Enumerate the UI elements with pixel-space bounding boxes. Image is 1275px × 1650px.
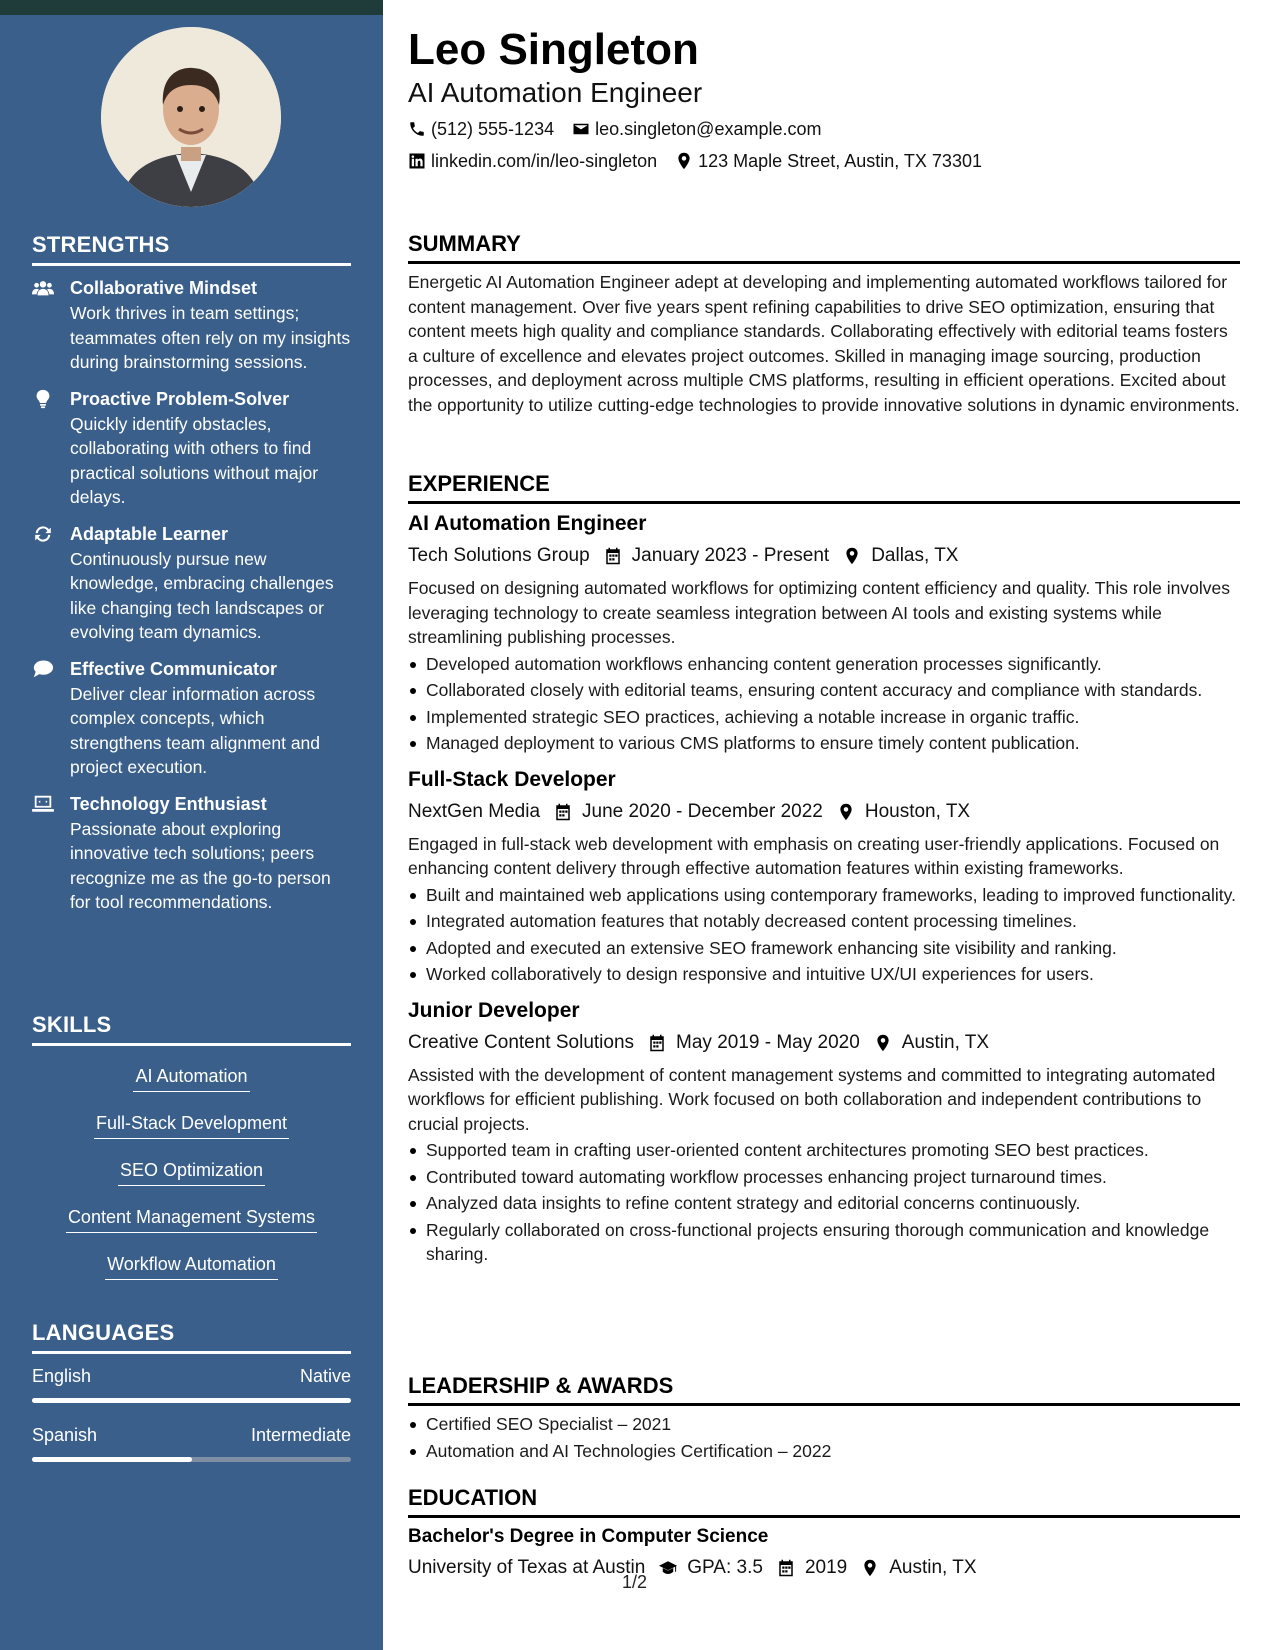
strength-text: Work thrives in team settings; teammates often rely on my insights during brainstorming sessions. <box>70 303 351 372</box>
awards-heading: LEADERSHIP & AWARDS <box>408 1372 1240 1406</box>
strength-text: Quickly identify obstacles, collaborating with others to find practical solutions without major delays. <box>70 413 319 507</box>
education-section <box>408 1484 1240 1588</box>
map-pin-icon <box>675 152 693 170</box>
strengths-heading: STRENGTHS <box>32 232 351 266</box>
languages-section <box>32 1320 351 1484</box>
job-bullet: Adopted and executed an extensive SEO framework enhancing site visibility and ranking. <box>408 936 1240 961</box>
skills-section <box>32 1012 351 1291</box>
email-text: leo.singleton@example.com <box>595 119 822 139</box>
skill-tag: Workflow Automation <box>105 1252 278 1280</box>
strength-title: Collaborative Mindset <box>70 278 258 298</box>
job-location-text: Austin, TX <box>901 1031 990 1053</box>
lightbulb-icon <box>32 387 70 510</box>
profile-photo <box>101 27 281 207</box>
job-company <box>408 1029 634 1057</box>
education-location <box>861 1554 976 1582</box>
job-description: Focused on designing automated workflows for optimizing content efficiency and quality. This role involves leveraging technology to create seamless integration between AI tools and existing systems while streamlining publishing processes. <box>408 578 1230 647</box>
strengths-section <box>32 232 351 927</box>
job-title: Full-Stack Developer <box>408 767 616 791</box>
awards-section <box>408 1372 1240 1473</box>
job-bullet: Integrated automation features that notably decreased content processing timelines. <box>408 909 1240 934</box>
education-location-text: Austin, TX <box>889 1557 977 1578</box>
job-location-text: Houston, TX <box>864 800 971 822</box>
skill-tag: Content Management Systems <box>66 1205 317 1233</box>
job-company <box>408 798 540 826</box>
job-location <box>843 542 958 570</box>
summary-section <box>408 230 1240 417</box>
laptop-icon <box>32 792 70 915</box>
strength-text: Passionate about exploring innovative tech solutions; peers recognize me as the go-to person for tool recommendations. <box>70 818 331 912</box>
job-bullet: Worked collaboratively to design responsive and intuitive UX/UI experiences for users. <box>408 962 1240 987</box>
strength-item <box>32 792 351 915</box>
summary-heading: SUMMARY <box>408 230 1240 264</box>
sidebar-top-bar <box>0 0 383 15</box>
language-name: Spanish <box>32 1425 98 1445</box>
job-description: Engaged in full-stack web development with emphasis on creating user-friendly applications. Focused on enhancing content delivery through effective automation features within existing frameworks. <box>408 833 1220 878</box>
summary-text: Energetic AI Automation Engineer adept at developing and implementing automated workflows tailored for content management. Over five years spent refining capabilities to drive SEO optimization, ensuring that content meets high quality and compliance standards. Collaborating effectively with editorial teams fosters a culture of excellence and elevates project outcomes. Skilled in managing image sourcing, production processes, and deployment across multiple CMS platforms, resulting in efficient operations. Excited about the opportunity to utilize cutting-edge technologies to provide innovative solutions in dynamic environments. <box>408 272 1240 415</box>
education-gpa <box>659 1554 763 1582</box>
job-bullet: Collaborated closely with editorial teams, ensuring content accuracy and compliance with standards. <box>408 678 1240 703</box>
candidate-name: Leo Singleton <box>408 25 699 74</box>
job-description: Assisted with the development of content management systems and committed to integrating automated workflows for efficient publishing. Work focused on both collaboration and independent contributions to crucial projects. <box>408 1064 1216 1134</box>
job-title: Junior Developer <box>408 998 580 1022</box>
skill-tag: Full-Stack Development <box>94 1111 289 1139</box>
map-pin-icon <box>837 803 855 821</box>
strength-title: Technology Enthusiast <box>70 793 267 814</box>
strength-title: Effective Communicator <box>70 658 278 679</box>
language-name: English <box>32 1366 92 1386</box>
education-school <box>408 1554 645 1582</box>
language-item <box>32 1366 351 1403</box>
language-item <box>32 1425 351 1462</box>
job-bullet: Built and maintained web applications using contemporary frameworks, leading to improved functionality. <box>408 883 1240 908</box>
education-year-text: 2019 <box>804 1557 848 1578</box>
phone-text: (512) 555-1234 <box>431 119 555 139</box>
sidebar <box>0 0 383 1650</box>
job-entry <box>408 766 1240 987</box>
candidate-title: AI Automation Engineer <box>408 77 703 108</box>
language-proficiency-fill <box>32 1398 351 1403</box>
chat-bubble-icon <box>32 657 70 780</box>
calendar-icon <box>554 803 572 821</box>
map-pin-icon <box>874 1034 892 1052</box>
strength-title: Adaptable Learner <box>70 523 229 544</box>
education-year <box>777 1554 847 1582</box>
refresh-icon <box>32 522 70 645</box>
resume-header <box>408 22 1240 174</box>
graduation-cap-icon <box>659 1559 677 1577</box>
job-location <box>837 798 970 826</box>
award-item: Automation and AI Technologies Certification – 2022 <box>408 1439 1240 1464</box>
phone-contact[interactable] <box>408 116 554 142</box>
linkedin-icon <box>408 152 426 170</box>
strength-item <box>32 522 351 645</box>
language-level: Intermediate <box>250 1425 351 1445</box>
languages-heading: LANGUAGES <box>32 1320 351 1354</box>
job-meta <box>408 542 1240 570</box>
language-proficiency-fill <box>32 1457 192 1462</box>
job-title: AI Automation Engineer <box>408 512 647 535</box>
contact-line <box>408 116 1240 142</box>
job-entry <box>408 997 1240 1267</box>
map-pin-icon <box>861 1559 879 1577</box>
job-bullet: Supported team in crafting user-oriented content architectures promoting SEO best practices. <box>408 1138 1240 1163</box>
experience-section <box>408 470 1240 1277</box>
page-number: 1/2 <box>622 1572 648 1592</box>
job-dates <box>604 542 830 570</box>
calendar-icon <box>648 1034 666 1052</box>
skill-tag: SEO Optimization <box>118 1158 265 1186</box>
education-heading: EDUCATION <box>408 1484 1240 1518</box>
language-proficiency-bar <box>32 1457 351 1462</box>
strength-text: Continuously pursue new knowledge, embracing challenges like changing tech landscapes or evolving team dynamics. <box>70 548 334 642</box>
job-bullet: Regularly collaborated on cross-functional projects ensuring thorough communication and knowledge sharing. <box>408 1218 1240 1267</box>
job-bullet: Contributed toward automating workflow processes enhancing project turnaround times. <box>408 1165 1240 1190</box>
job-bullet: Managed deployment to various CMS platforms to ensure timely content publication. <box>408 731 1240 756</box>
strength-item <box>32 387 351 510</box>
contact-line <box>408 148 1240 174</box>
job-dates <box>648 1029 860 1057</box>
linkedin-contact[interactable] <box>408 148 657 174</box>
strength-title: Proactive Problem-Solver <box>70 388 290 409</box>
profile-photo-illustration <box>101 27 281 207</box>
map-pin-icon <box>843 547 861 565</box>
gpa-text: GPA: 3.5 <box>687 1557 763 1578</box>
job-location <box>874 1029 989 1057</box>
job-dates-text: May 2019 - May 2020 <box>676 1031 860 1053</box>
strength-item <box>32 276 351 375</box>
strength-text: Deliver clear information across complex concepts, which strengthens team alignment and project execution. <box>70 683 321 777</box>
education-degree: Bachelor's Degree in Computer Science <box>408 1526 769 1547</box>
company-name: Tech Solutions Group <box>408 545 590 566</box>
email-contact[interactable] <box>572 116 821 142</box>
skills-list <box>32 1056 351 1291</box>
job-bullet: Analyzed data insights to refine content strategy and editorial concerns continuously. <box>408 1191 1240 1216</box>
users-icon <box>32 276 70 375</box>
job-dates-text: January 2023 - Present <box>631 545 830 566</box>
job-company <box>408 542 590 570</box>
job-entry <box>408 510 1240 756</box>
envelope-icon <box>572 120 590 138</box>
strength-item <box>32 657 351 780</box>
calendar-icon <box>777 1559 795 1577</box>
language-proficiency-bar <box>32 1398 351 1403</box>
skills-heading: SKILLS <box>32 1012 351 1046</box>
language-level: Native <box>299 1366 351 1386</box>
job-bullets <box>408 1138 1240 1267</box>
award-item: Certified SEO Specialist – 2021 <box>408 1412 1240 1437</box>
company-name: Creative Content Solutions <box>408 1031 635 1053</box>
job-location-text: Dallas, TX <box>871 545 959 566</box>
job-meta <box>408 1029 1240 1057</box>
job-bullets <box>408 883 1240 987</box>
experience-heading: EXPERIENCE <box>408 470 1240 504</box>
job-dates-text: June 2020 - December 2022 <box>582 800 823 822</box>
job-meta <box>408 798 1240 826</box>
education-meta <box>408 1554 1240 1582</box>
company-name: NextGen Media <box>408 800 541 822</box>
school-name: University of Texas at Austin <box>408 1557 646 1578</box>
linkedin-text: linkedin.com/in/leo-singleton <box>431 151 658 171</box>
address-contact <box>675 148 982 174</box>
address-text: 123 Maple Street, Austin, TX 73301 <box>698 151 982 171</box>
calendar-icon <box>604 547 622 565</box>
skill-tag: AI Automation <box>133 1064 249 1092</box>
job-bullet: Developed automation workflows enhancing content generation processes significantly. <box>408 652 1240 677</box>
job-bullet: Implemented strategic SEO practices, achieving a notable increase in organic traffic. <box>408 705 1240 730</box>
awards-list <box>408 1412 1240 1463</box>
phone-icon <box>408 120 426 138</box>
job-dates <box>554 798 823 826</box>
job-bullets <box>408 652 1240 756</box>
